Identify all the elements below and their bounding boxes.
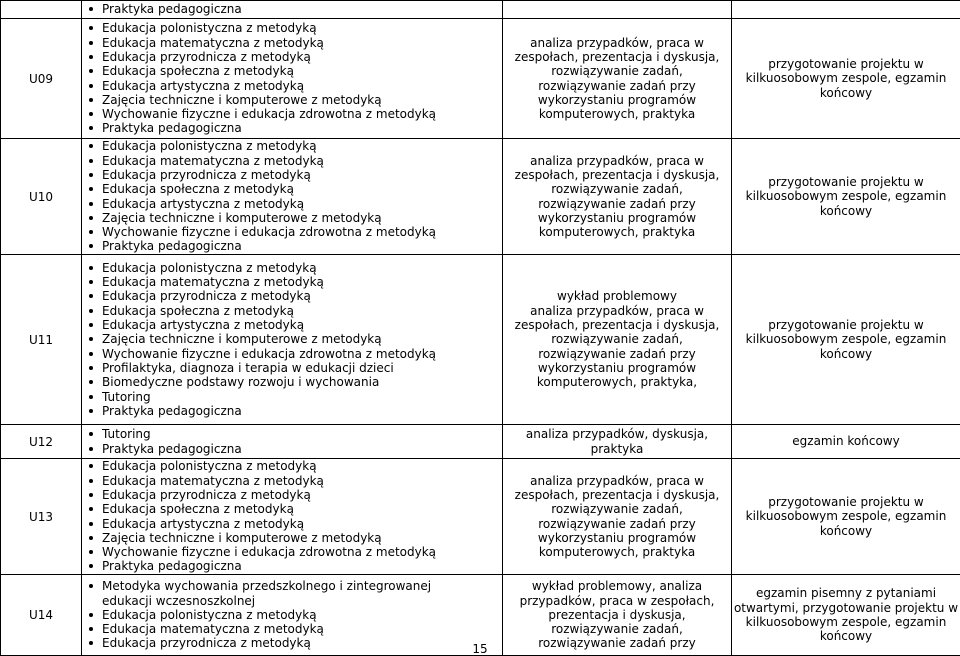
subjects-cell bbox=[82, 139, 503, 255]
subject-item: Tutoring bbox=[102, 390, 502, 404]
assessment-text: przygotowanie projektu w kilkuosobowym zespole, egzamin końcowy bbox=[732, 495, 960, 538]
subject-list bbox=[82, 459, 502, 573]
subject-item: Edukacja matematyczna z metodyką bbox=[102, 474, 502, 488]
subject-item: Edukacja matematyczna z metodyką bbox=[102, 36, 502, 50]
subject-item: Zajęcia techniczne i komputerowe z metodyką bbox=[102, 332, 502, 346]
subject-item: Wychowanie fizyczne i edukacja zdrowotna z metodyką bbox=[102, 225, 502, 239]
assessment-text: egzamin pisemny z pytaniami otwartymi, przygotowanie projektu w kilkuosobowym zespole, egzamin końcowy bbox=[732, 586, 960, 643]
subject-item: Praktyka pedagogiczna bbox=[102, 121, 502, 135]
subject-list bbox=[82, 21, 502, 135]
assessment-text: przygotowanie projektu w kilkuosobowym zespole, egzamin końcowy bbox=[732, 57, 960, 100]
subject-item: Edukacja matematyczna z metodyką bbox=[102, 622, 502, 636]
teaching-method-cell bbox=[503, 425, 732, 459]
subject-item: Edukacja społeczna z metodyką bbox=[102, 502, 502, 516]
subject-item: Edukacja polonistyczna z metodyką bbox=[102, 139, 502, 153]
table-row bbox=[1, 1, 960, 19]
subject-item: Praktyka pedagogiczna bbox=[102, 442, 502, 456]
page-number: 15 bbox=[0, 642, 960, 656]
outcome-code: U12 bbox=[1, 425, 82, 459]
subject-item: Edukacja przyrodnicza z metodyką bbox=[102, 488, 502, 502]
subject-item: Praktyka pedagogiczna bbox=[102, 2, 502, 16]
assessment-text: przygotowanie projektu w kilkuosobowym zespole, egzamin końcowy bbox=[732, 175, 960, 218]
teaching-method-cell bbox=[503, 1, 732, 19]
subject-item: Wychowanie fizyczne i edukacja zdrowotna z metodyką bbox=[102, 545, 502, 559]
subject-list bbox=[82, 579, 502, 650]
assessment-cell bbox=[732, 425, 960, 459]
subject-item: Edukacja społeczna z metodyką bbox=[102, 182, 502, 196]
subject-item: Edukacja matematyczna z metodyką bbox=[102, 275, 502, 289]
subject-item: Edukacja społeczna z metodyką bbox=[102, 304, 502, 318]
assessment-cell bbox=[732, 459, 960, 575]
outcome-code: U09 bbox=[1, 19, 82, 139]
outcome-code: U10 bbox=[1, 139, 82, 255]
subject-item: Edukacja polonistyczna z metodyką bbox=[102, 261, 502, 275]
teaching-method-text: analiza przypadków, dyskusja, praktyka bbox=[503, 427, 731, 456]
teaching-method-cell bbox=[503, 459, 732, 575]
subject-item: Praktyka pedagogiczna bbox=[102, 559, 502, 573]
table-row bbox=[1, 459, 960, 575]
subject-list bbox=[82, 139, 502, 253]
subject-item: Edukacja przyrodnicza z metodyką bbox=[102, 289, 502, 303]
subject-list bbox=[82, 427, 502, 456]
subject-item: Edukacja artystyczna z metodyką bbox=[102, 318, 502, 332]
outcomes-table-body bbox=[1, 1, 960, 656]
subject-item: Tutoring bbox=[102, 427, 502, 441]
subject-list bbox=[82, 2, 502, 16]
teaching-method-text: analiza przypadków, praca w zespołach, prezentacja i dyskusja, rozwiązywanie zadań, rozwiązywanie zadań przy wykorzystaniu programów komputerowych, praktyka bbox=[503, 474, 731, 560]
subject-item: Wychowanie fizyczne i edukacja zdrowotna z metodyką bbox=[102, 347, 502, 361]
assessment-cell bbox=[732, 139, 960, 255]
table-row bbox=[1, 139, 960, 255]
outcome-code bbox=[1, 1, 82, 19]
subjects-cell bbox=[82, 1, 503, 19]
assessment-cell bbox=[732, 19, 960, 139]
subject-item: Zajęcia techniczne i komputerowe z metodyką bbox=[102, 211, 502, 225]
table-row bbox=[1, 255, 960, 425]
subject-item: Edukacja przyrodnicza z metodyką bbox=[102, 168, 502, 182]
teaching-method-cell bbox=[503, 19, 732, 139]
subject-item: Edukacja polonistyczna z metodyką bbox=[102, 459, 502, 473]
teaching-method-cell bbox=[503, 139, 732, 255]
outcome-code: U13 bbox=[1, 459, 82, 575]
subjects-cell bbox=[82, 19, 503, 139]
teaching-method-text: wykład problemowy, analiza przypadków, praca w zespołach, prezentacja i dyskusja, rozwiązywanie zadań, rozwiązywanie zadań przy bbox=[503, 579, 731, 650]
subject-item: Edukacja polonistyczna z metodyką bbox=[102, 21, 502, 35]
subject-item: Profilaktyka, diagnoza i terapia w edukacji dzieci bbox=[102, 361, 502, 375]
assessment-text: egzamin końcowy bbox=[732, 434, 960, 448]
subjects-cell bbox=[82, 459, 503, 575]
subject-list bbox=[82, 261, 502, 418]
subject-item: Edukacja artystyczna z metodyką bbox=[102, 197, 502, 211]
assessment-cell bbox=[732, 1, 960, 19]
subject-item: Edukacja przyrodnicza z metodyką bbox=[102, 50, 502, 64]
subject-item: Praktyka pedagogiczna bbox=[102, 404, 502, 418]
assessment-cell bbox=[732, 255, 960, 425]
subject-item: Edukacja przyrodnicza z metodyką bbox=[102, 636, 502, 650]
subject-item: Biomedyczne podstawy rozwoju i wychowania bbox=[102, 375, 502, 389]
teaching-method-text: analiza przypadków, praca w zespołach, prezentacja i dyskusja, rozwiązywanie zadań, rozwiązywanie zadań przy wykorzystaniu programów komputerowych, praktyka bbox=[503, 36, 731, 122]
outcome-code: U14 bbox=[1, 575, 82, 656]
outcome-code: U11 bbox=[1, 255, 82, 425]
table-row bbox=[1, 19, 960, 139]
subject-item: Edukacja polonistyczna z metodyką bbox=[102, 608, 502, 622]
teaching-method-cell bbox=[503, 255, 732, 425]
subject-item: Edukacja artystyczna z metodyką bbox=[102, 517, 502, 531]
subject-item: Edukacja społeczna z metodyką bbox=[102, 64, 502, 78]
subjects-cell bbox=[82, 255, 503, 425]
subject-item: Praktyka pedagogiczna bbox=[102, 239, 502, 253]
teaching-method-text: analiza przypadków, praca w zespołach, prezentacja i dyskusja, rozwiązywanie zadań, rozwiązywanie zadań przy wykorzystaniu programów komputerowych, praktyka bbox=[503, 154, 731, 240]
subject-item: Zajęcia techniczne i komputerowe z metodyką bbox=[102, 93, 502, 107]
subject-item: Metodyka wychowania przedszkolnego i zintegrowanej edukacji wczesnoszkolnej bbox=[102, 579, 502, 608]
subjects-cell bbox=[82, 425, 503, 459]
table-row bbox=[1, 425, 960, 459]
subject-item: Edukacja matematyczna z metodyką bbox=[102, 154, 502, 168]
subject-item: Edukacja artystyczna z metodyką bbox=[102, 79, 502, 93]
assessment-text: przygotowanie projektu w kilkuosobowym zespole, egzamin końcowy bbox=[732, 318, 960, 361]
teaching-method-text: wykład problemowy analiza przypadków, praca w zespołach, prezentacja i dyskusja, rozwiązywanie zadań, rozwiązywanie zadań przy wykorzystaniu programów komputerowych, praktyka, bbox=[503, 289, 731, 389]
subject-item: Zajęcia techniczne i komputerowe z metodyką bbox=[102, 531, 502, 545]
subject-item: Wychowanie fizyczne i edukacja zdrowotna z metodyką bbox=[102, 107, 502, 121]
